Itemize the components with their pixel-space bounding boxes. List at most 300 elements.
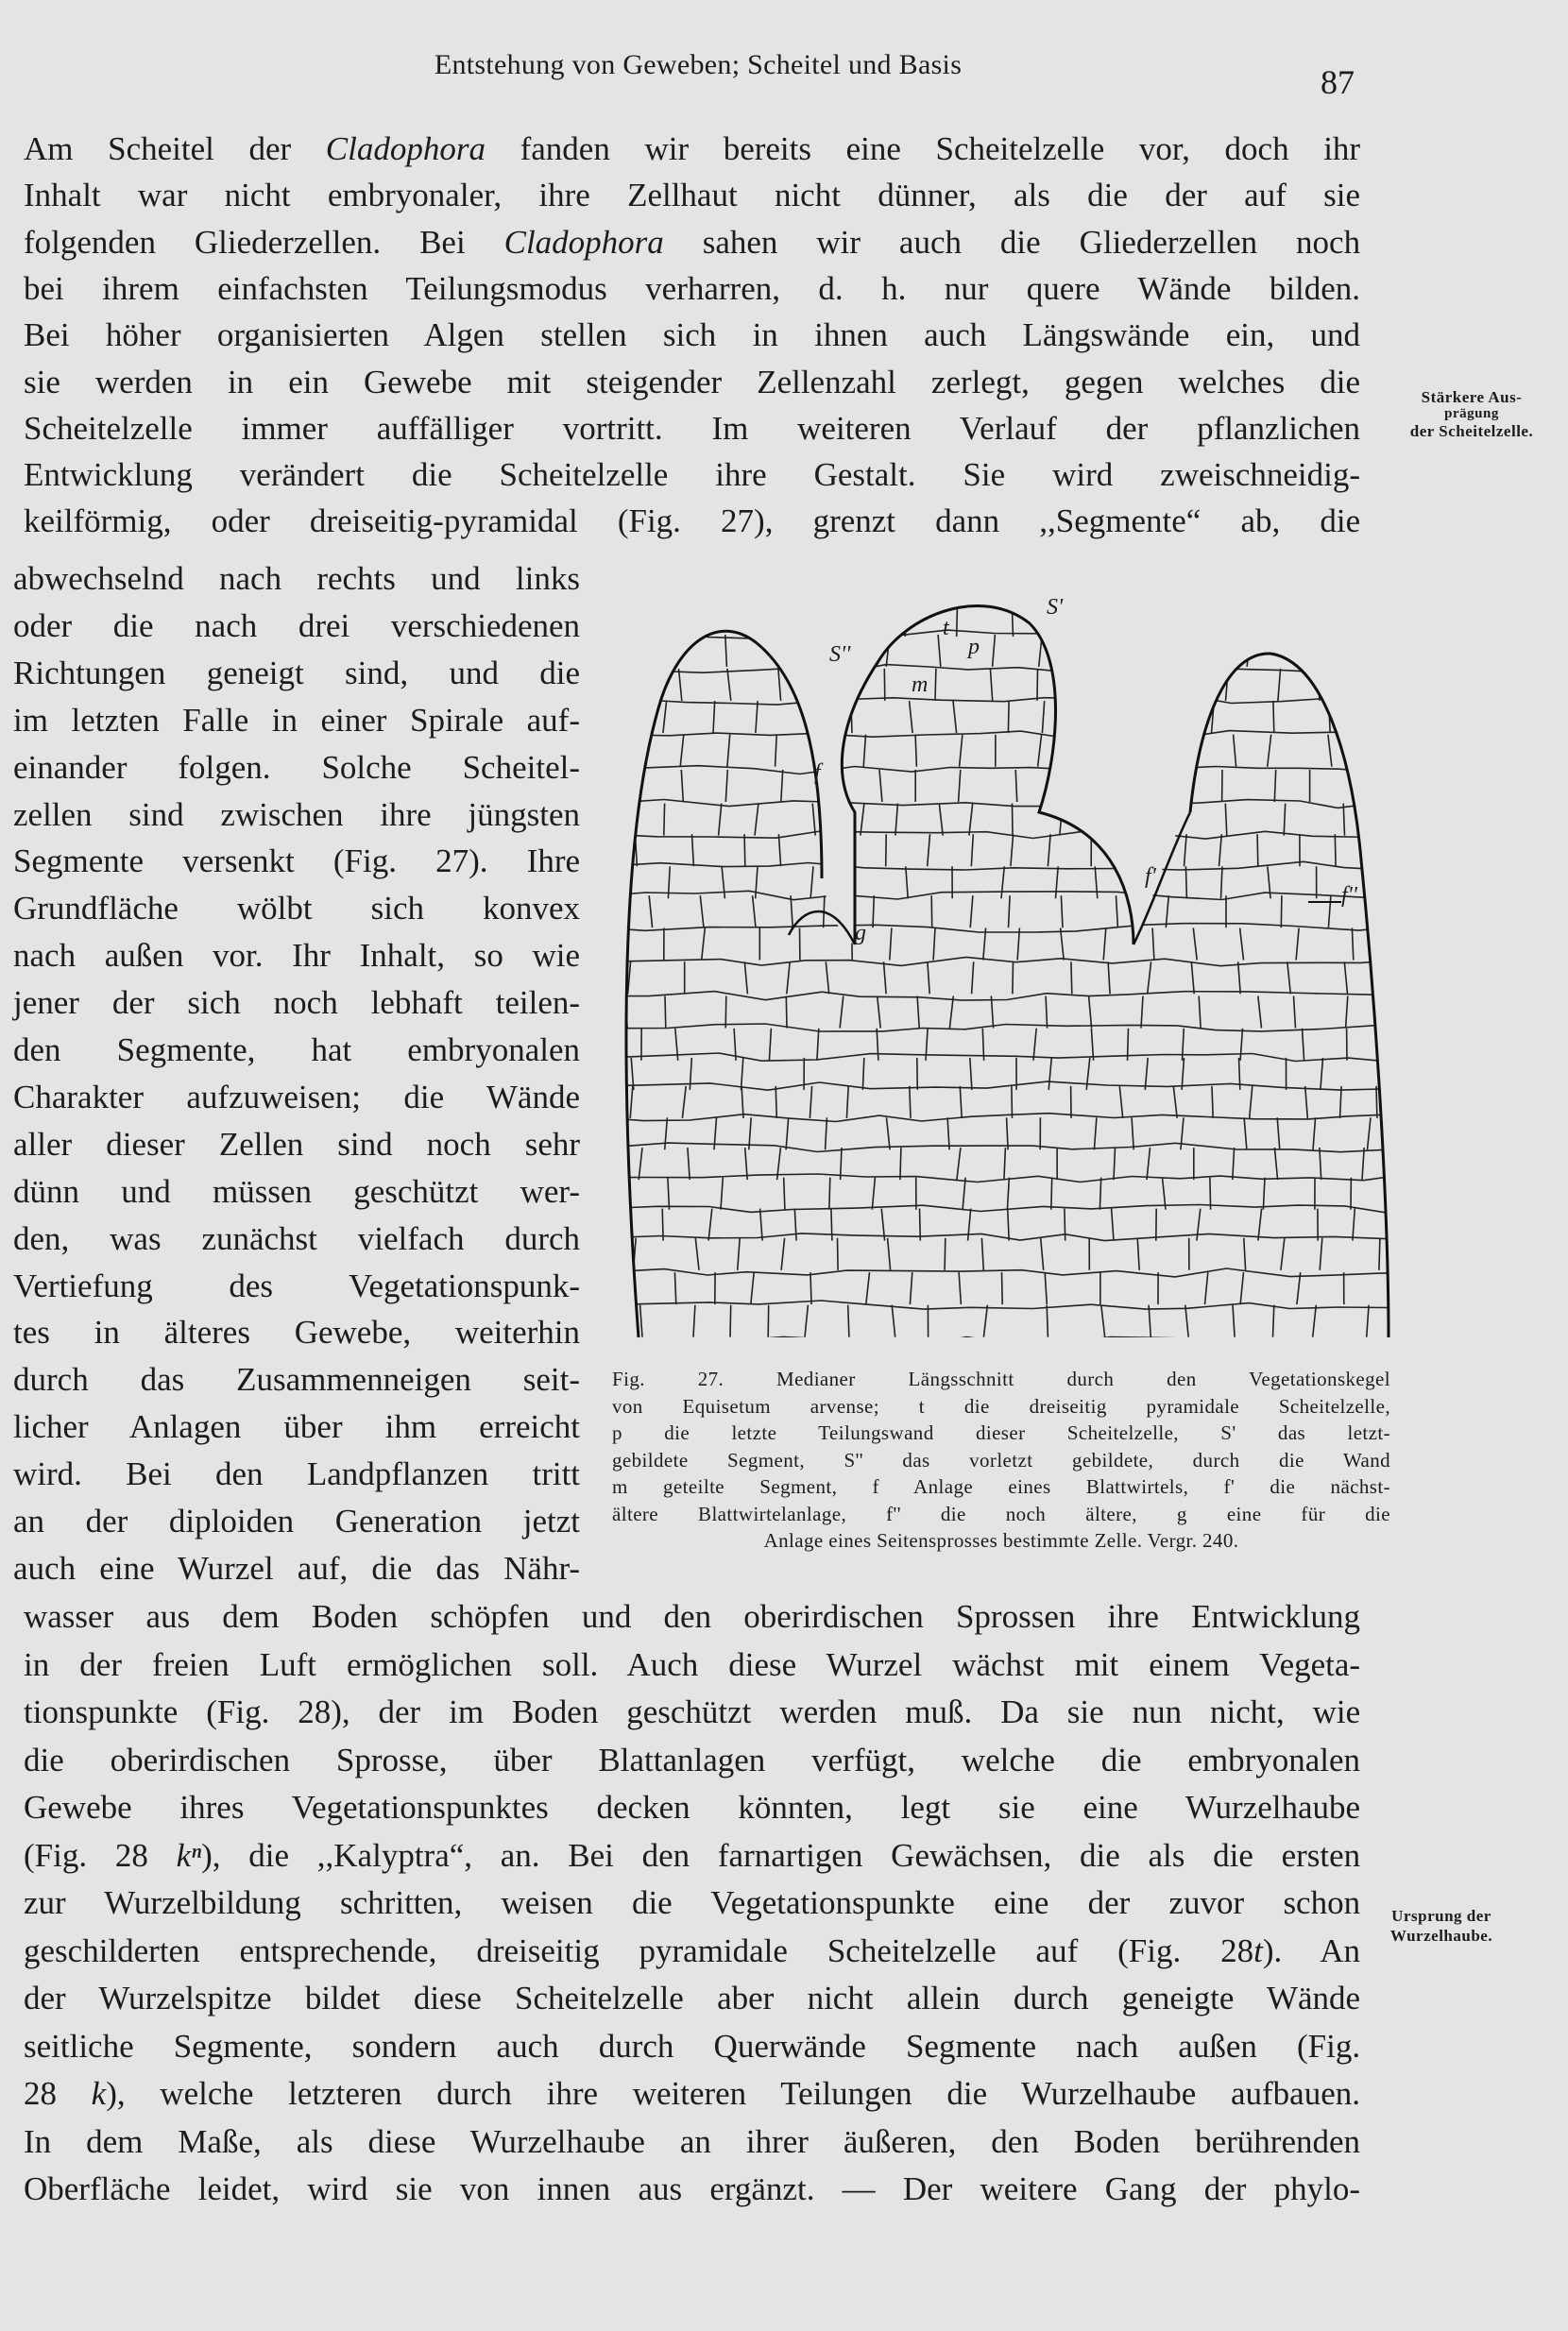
word: Maße, xyxy=(178,2122,262,2160)
cell-wall xyxy=(1368,1117,1372,1149)
cell-wall xyxy=(1112,1209,1114,1241)
word: Gliederzellen xyxy=(1079,223,1258,261)
word: Gliederzellen. xyxy=(194,223,382,261)
cell-wall xyxy=(1086,1058,1090,1090)
word: einem xyxy=(1149,1645,1230,1683)
word: weitere xyxy=(980,2170,1078,2207)
cell-wall xyxy=(1357,669,1361,701)
word: die xyxy=(1320,502,1361,540)
word: decken xyxy=(596,1789,690,1826)
cell-wall xyxy=(968,1209,971,1241)
cell-wall xyxy=(704,604,705,637)
word: Da xyxy=(1000,1693,1039,1730)
text-line xyxy=(13,1359,580,1401)
cell-wall xyxy=(1173,735,1174,767)
cell-wall xyxy=(1166,895,1168,927)
word: An xyxy=(1320,1931,1361,1969)
cell-wall xyxy=(1277,1117,1280,1149)
cell-wall xyxy=(756,866,758,898)
cell-wall xyxy=(1344,1341,1346,1360)
word: vielfach xyxy=(357,1219,465,1257)
cell-wall xyxy=(1281,1238,1285,1270)
cell-wall xyxy=(1197,1209,1201,1241)
caption-line: Fig. 27. Medianer Längsschnitt durch den Vegetationskegel xyxy=(612,1368,1390,1390)
cell-wall xyxy=(1132,1117,1133,1149)
cell-wall xyxy=(953,701,957,733)
text-line xyxy=(13,653,580,694)
word: Zellhaut xyxy=(627,177,738,214)
word: Längswände xyxy=(1022,316,1190,354)
text-line xyxy=(24,315,1360,356)
word: nun xyxy=(1132,1693,1183,1730)
figure-27-caption xyxy=(612,1366,1390,1555)
cell-wall xyxy=(768,1305,769,1337)
word: werden xyxy=(779,1693,878,1730)
word: aller xyxy=(13,1125,73,1163)
cell-wall xyxy=(682,1086,686,1118)
word: Wände xyxy=(486,1078,580,1115)
cell-wall xyxy=(1376,1086,1377,1118)
cell-wall xyxy=(1037,669,1038,701)
word: in xyxy=(24,1645,50,1683)
word: 28 xyxy=(24,2075,57,2112)
cell-wall xyxy=(933,928,935,961)
word: dem xyxy=(222,1598,280,1635)
cell-wall xyxy=(605,1114,1398,1122)
word: ,,Segmente“ xyxy=(1039,502,1202,540)
margin-note-scheitelzelle xyxy=(1377,387,1566,441)
word: Wände xyxy=(1266,1980,1361,2016)
cell-wall xyxy=(1012,1086,1013,1118)
italic-word: t xyxy=(1253,1931,1263,1969)
cell-wall xyxy=(1240,1029,1242,1061)
cell-wall xyxy=(1284,804,1286,836)
word: stellen xyxy=(540,316,627,354)
cell-wall xyxy=(1205,1272,1208,1304)
cell-wall xyxy=(910,1272,912,1304)
cell-wall xyxy=(1092,604,1095,637)
word: jener xyxy=(13,984,79,1022)
cell-wall xyxy=(775,735,777,767)
cell-wall xyxy=(611,866,615,898)
cell-wall xyxy=(755,804,758,836)
cell-wall xyxy=(744,834,745,866)
word: im xyxy=(449,1693,485,1730)
word: nach xyxy=(195,606,258,644)
cell-wall xyxy=(649,895,652,927)
word: In xyxy=(24,2122,52,2160)
text-line xyxy=(24,175,1360,216)
cell-wall xyxy=(910,701,913,733)
word: embryonalen xyxy=(407,1031,580,1068)
cell-wall xyxy=(1145,1058,1148,1090)
cell-wall xyxy=(695,1238,699,1270)
word: und xyxy=(431,560,481,597)
cell-wall xyxy=(1183,1029,1185,1061)
word: Inhalt, xyxy=(359,937,446,975)
cell-wall xyxy=(877,1029,878,1061)
word: Verlauf xyxy=(959,409,1057,447)
word: in xyxy=(227,363,254,400)
word: aus xyxy=(638,2170,683,2207)
cell-wall xyxy=(1108,961,1110,994)
cell-wall xyxy=(1089,996,1092,1029)
word: dem xyxy=(86,2122,144,2160)
cell-wall xyxy=(1004,1148,1006,1180)
text-line xyxy=(24,1692,1360,1733)
text-line xyxy=(24,362,1360,403)
cell-wall xyxy=(817,1029,819,1061)
word: Wurzel xyxy=(178,1549,274,1587)
cell-wall xyxy=(1080,1341,1082,1360)
cell-wall xyxy=(1346,996,1348,1029)
text-line xyxy=(13,794,580,836)
word: weiteren xyxy=(632,2075,747,2112)
cell-wall xyxy=(1001,866,1004,898)
word: hat xyxy=(311,1031,352,1068)
word: oder xyxy=(211,502,270,540)
word: ihnen xyxy=(814,316,888,354)
word: außen xyxy=(104,937,184,975)
cell-wall xyxy=(863,735,865,767)
cell-wall xyxy=(616,928,617,961)
cell-wall xyxy=(1273,1305,1274,1337)
cell-wall xyxy=(777,635,780,667)
word: bereits xyxy=(723,130,811,167)
cell-wall xyxy=(1007,1117,1009,1149)
text-line xyxy=(24,1931,1360,1972)
word: den, xyxy=(13,1219,70,1257)
word: nicht xyxy=(807,1980,874,2016)
word: nicht xyxy=(774,177,841,214)
margin-note-wurzelhaube xyxy=(1356,1906,1526,1946)
word: Gewächsen, xyxy=(891,1836,1052,1874)
italic-word: kⁿ xyxy=(176,1836,202,1874)
word: die xyxy=(946,2075,988,2112)
cell-wall xyxy=(605,1301,1398,1309)
word: farnartigen xyxy=(717,1836,863,1874)
label-m: m xyxy=(912,672,929,697)
word: Zellenzahl xyxy=(757,363,896,400)
word: jetzt xyxy=(522,1503,581,1540)
cell-wall xyxy=(791,895,793,927)
cell-wall xyxy=(1129,604,1130,637)
cell-wall xyxy=(1116,895,1118,927)
word: aber xyxy=(717,1980,775,2016)
word: müssen xyxy=(212,1172,312,1210)
cell-wall xyxy=(1131,701,1134,733)
word: ab, xyxy=(1240,502,1281,540)
word: Algen xyxy=(423,316,504,354)
cell-wall xyxy=(1219,834,1222,866)
cell-wall xyxy=(1185,834,1187,866)
cell-wall xyxy=(1206,1341,1210,1360)
cell-wall xyxy=(1033,1029,1036,1061)
word: Charakter xyxy=(13,1078,144,1115)
text-line xyxy=(24,1978,1360,2019)
cell-wall xyxy=(785,604,786,637)
word: legt xyxy=(900,1789,951,1826)
cell-wall xyxy=(812,804,815,836)
word: und xyxy=(581,1598,632,1635)
word: durch xyxy=(598,2027,674,2065)
label-f-prime: f' xyxy=(1145,864,1156,889)
word: (Fig. xyxy=(332,842,397,880)
word: wird xyxy=(307,2170,368,2207)
cell-wall xyxy=(636,735,637,767)
word: an xyxy=(679,2122,711,2160)
word: auf xyxy=(1244,177,1287,214)
word: die xyxy=(1100,1741,1142,1778)
cell-wall xyxy=(738,1238,741,1270)
word: die xyxy=(1079,1836,1120,1874)
cell-wall xyxy=(674,1272,675,1304)
cell-wall xyxy=(1061,895,1063,927)
cell-wall xyxy=(1321,1058,1323,1090)
cell-wall xyxy=(1378,604,1379,637)
cell-wall xyxy=(725,635,727,667)
cell-wall xyxy=(993,635,996,667)
cell-wall xyxy=(826,961,828,994)
cell-wall xyxy=(605,766,1398,774)
word: ersten xyxy=(1281,1836,1361,1874)
cell-wall xyxy=(969,1341,972,1360)
word: was xyxy=(110,1219,162,1257)
word: konvex xyxy=(482,890,580,927)
word: Zusammenneigen xyxy=(236,1361,471,1399)
word: die xyxy=(411,456,452,494)
cell-wall xyxy=(851,635,855,667)
word: licher xyxy=(13,1408,89,1446)
cell-wall xyxy=(1389,770,1390,802)
word: dieser xyxy=(106,1125,185,1163)
word: der xyxy=(1203,2170,1247,2207)
word: Wurzelhaube xyxy=(1021,2075,1197,2112)
word: der xyxy=(1105,409,1149,447)
caption-line: von Equisetum arvense; t die dreiseitig pyramidale Scheitelzelle, xyxy=(612,1394,1390,1418)
text-line xyxy=(24,1596,1360,1638)
cell-wall xyxy=(725,996,726,1029)
word: noch xyxy=(1296,223,1361,261)
word: Gestalt. xyxy=(813,456,916,494)
text-line xyxy=(13,1218,580,1260)
cell-wall xyxy=(1238,961,1241,994)
cell-wall xyxy=(605,1024,1398,1032)
word: eine xyxy=(1082,1789,1138,1826)
word: ergänzt. xyxy=(709,2170,815,2207)
word: auf- xyxy=(526,701,580,739)
word: der xyxy=(85,1503,128,1540)
word: ihre xyxy=(715,456,767,494)
word: Bei xyxy=(419,223,466,261)
word: Bei xyxy=(24,316,70,354)
cell-wall xyxy=(713,701,715,733)
word: ihr xyxy=(1323,130,1361,167)
word: letzteren xyxy=(288,2075,402,2112)
cell-wall xyxy=(1048,1058,1051,1090)
cell-wall xyxy=(939,804,943,836)
cell-wall xyxy=(624,1272,628,1304)
cell-wall xyxy=(1096,669,1098,701)
cell-wall xyxy=(1385,996,1386,1029)
word: entsprechende, xyxy=(239,1931,437,1969)
cell-wall xyxy=(928,834,930,866)
word: geneigt xyxy=(206,654,304,691)
cell-wall xyxy=(826,1117,827,1149)
word: freien xyxy=(152,1645,230,1683)
cell-wall xyxy=(741,1086,743,1118)
cell-wall xyxy=(1185,1305,1188,1337)
word: letzten xyxy=(71,701,160,739)
word: den xyxy=(663,1598,712,1635)
cell-wall xyxy=(848,1305,849,1337)
text-line xyxy=(13,1077,580,1118)
page-number: 87 xyxy=(1321,63,1355,101)
word: eine xyxy=(99,1549,155,1587)
cell-wall xyxy=(1012,604,1013,637)
cell-wall xyxy=(693,1305,695,1337)
text-line xyxy=(13,1312,580,1353)
word: werden xyxy=(94,363,193,400)
cell-wall xyxy=(1172,804,1173,836)
cell-wall xyxy=(1038,735,1042,767)
word: Teilungen xyxy=(780,2075,912,2112)
word: quere xyxy=(1026,269,1100,307)
cell-wall xyxy=(1191,961,1194,994)
cell-wall xyxy=(1370,701,1371,733)
cell-wall xyxy=(781,1238,785,1270)
cell-wall xyxy=(605,665,1398,673)
word: auch xyxy=(924,316,987,354)
cell-wall xyxy=(608,1148,609,1180)
cell-wall xyxy=(1274,1148,1277,1180)
cell-wall xyxy=(1394,1341,1396,1360)
cell-wall xyxy=(787,961,790,994)
cell-wall xyxy=(681,770,683,802)
margin-note-line: Ursprung der xyxy=(1391,1907,1491,1925)
text-line xyxy=(24,1787,1360,1829)
word: seitliche xyxy=(24,2027,134,2065)
word: in xyxy=(271,701,298,739)
word: dreiseitig xyxy=(476,1931,600,1969)
word: Grundfläche xyxy=(13,890,179,927)
cell-wall xyxy=(1054,770,1056,802)
word: die xyxy=(539,654,581,691)
word: folgenden xyxy=(24,223,156,261)
cell-wall xyxy=(1091,1029,1093,1061)
cell-wall xyxy=(1263,1178,1265,1210)
cell-wall xyxy=(605,957,1398,965)
cell-wall xyxy=(1048,834,1050,866)
italic-word: Cladophora xyxy=(503,223,664,261)
word: verharren, xyxy=(645,269,780,307)
word: d. xyxy=(818,269,844,307)
word: durch xyxy=(13,1361,89,1399)
cell-wall xyxy=(1019,1341,1022,1360)
word: zwischen xyxy=(220,795,344,833)
word: aus xyxy=(145,1598,191,1635)
cell-wall xyxy=(683,1341,685,1360)
cell-wall xyxy=(769,1029,771,1061)
word: weisen xyxy=(501,1884,593,1921)
word: diese xyxy=(728,1645,797,1683)
label-t: t xyxy=(943,616,949,640)
cell-wall xyxy=(630,1086,633,1118)
cell-wall xyxy=(1305,1086,1308,1118)
word: im xyxy=(13,701,48,739)
cell-wall xyxy=(846,1086,848,1118)
cell-wall xyxy=(959,770,961,802)
cell-wall xyxy=(1061,928,1065,961)
cell-wall xyxy=(1392,834,1396,866)
cell-wall xyxy=(692,834,694,866)
cell-wall xyxy=(957,1148,961,1180)
cell-wall xyxy=(931,895,932,927)
caption-line: gebildete Segment, S'' das vorletzt gebildete, durch die Wand xyxy=(612,1448,1390,1472)
word: Inhalt xyxy=(24,177,101,214)
cell-wall xyxy=(873,895,874,927)
italic-word: k xyxy=(91,2075,107,2112)
word: dünner, xyxy=(878,177,977,214)
word: geneigte xyxy=(1121,1980,1235,2016)
cell-wall xyxy=(614,804,616,836)
cell-wall xyxy=(778,669,781,701)
cell-wall xyxy=(1187,770,1189,802)
word: verfügt, xyxy=(811,1741,915,1778)
text-line xyxy=(24,454,1360,496)
word: Wurzelhaube xyxy=(1185,1789,1361,1826)
cell-wall xyxy=(765,1341,766,1360)
word: erreicht xyxy=(479,1408,580,1446)
cell-wall xyxy=(1370,866,1371,898)
word: embryonaler, xyxy=(327,177,503,214)
word: sahen xyxy=(702,223,778,261)
word: rechts xyxy=(316,560,396,597)
word: den xyxy=(215,1455,264,1493)
cell-wall xyxy=(611,604,615,637)
word: ,,Kalyptra“, xyxy=(316,1836,473,1874)
word: der xyxy=(79,1645,122,1683)
cell-wall xyxy=(605,1234,1398,1241)
word: sondern xyxy=(351,2027,457,2065)
cell-wall xyxy=(665,1117,668,1149)
cell-wall xyxy=(1258,996,1262,1029)
word: auffälliger xyxy=(376,409,514,447)
word: über xyxy=(493,1741,553,1778)
cell-wall xyxy=(861,804,864,836)
cell-wall xyxy=(668,1178,670,1210)
word: und xyxy=(449,654,499,691)
cell-wall xyxy=(945,1238,946,1270)
word: die xyxy=(112,606,154,644)
text-line xyxy=(13,747,580,789)
word: seit- xyxy=(522,1361,581,1399)
word: (Fig. xyxy=(206,1693,270,1730)
word: könnten, xyxy=(738,1789,853,1826)
cell-wall xyxy=(605,924,1398,932)
cell-wall xyxy=(1328,735,1332,767)
word: Gewebe, xyxy=(294,1314,412,1352)
cell-wall xyxy=(829,1178,830,1210)
cell-wall xyxy=(1126,735,1128,767)
word: Segmente, xyxy=(173,2027,313,2065)
word: Bei xyxy=(126,1455,172,1493)
cell-wall xyxy=(1181,1117,1184,1149)
word: Richtungen xyxy=(13,654,166,691)
cell-wall xyxy=(742,604,744,637)
cell-wall xyxy=(708,1209,712,1241)
cell-wall xyxy=(1210,635,1213,667)
